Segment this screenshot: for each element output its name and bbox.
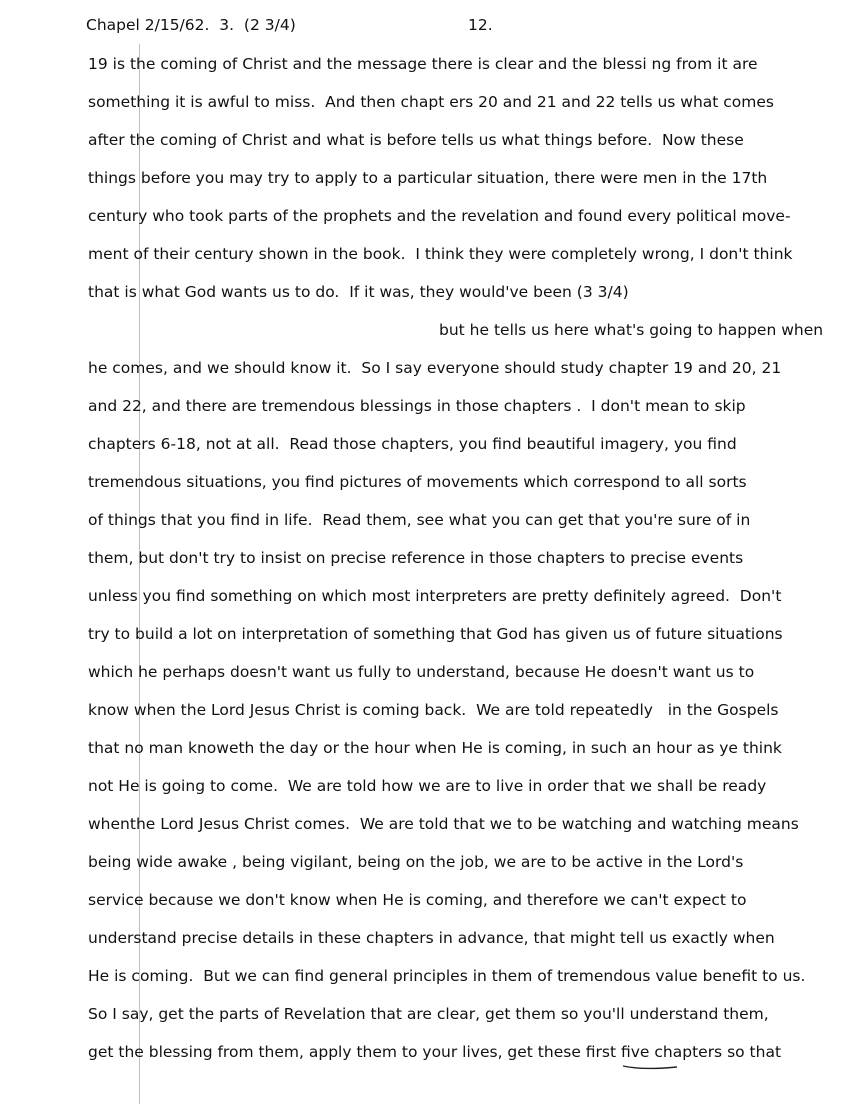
text-line: being wide awake , being vigilant, being on the job, we are to be active in the Lord's <box>88 853 744 871</box>
text-line: ment of their century shown in the book. I think they were completely wrong, I don't think <box>88 245 793 263</box>
text-line: things before you may try to apply to a particular situation, there were men in the 17th <box>88 169 768 187</box>
text-line: not He is going to come. We are told how we are to live in order that we shall be ready <box>88 777 767 795</box>
handwritten-underline <box>622 1064 678 1070</box>
text-line: tremendous situations, you find pictures of movements which correspond to all sorts <box>88 473 747 491</box>
header-reference: Chapel 2/15/62. 3. (2 3/4) <box>86 16 296 34</box>
text-line: which he perhaps doesn't want us fully to understand, because He doesn't want us to <box>88 663 755 681</box>
text-line: something it is awful to miss. And then chapt ers 20 and 21 and 22 tells us what comes <box>88 93 775 111</box>
transcript-body <box>88 52 848 1078</box>
text-line: know when the Lord Jesus Christ is coming back. We are told repeatedly in the Gospels <box>88 701 779 719</box>
text-line: 19 is the coming of Christ and the message there is clear and the blessi ng from it are <box>88 55 758 73</box>
text-line: try to build a lot on interpretation of something that God has given us of future situations <box>88 625 783 643</box>
text-line: whenthe Lord Jesus Christ comes. We are told that we to be watching and watching means <box>88 815 799 833</box>
indented-text-line: but he tells us here what's going to happen when <box>439 321 824 339</box>
text-line: unless you find something on which most interpreters are pretty definitely agreed. Don't <box>88 587 782 605</box>
text-line: he comes, and we should know it. So I say everyone should study chapter 19 and 20, 21 <box>88 359 782 377</box>
text-line: He is coming. But we can find general principles in them of tremendous value benefit to us. <box>88 967 806 985</box>
text-line: So I say, get the parts of Revelation that are clear, get them so you'll understand them, <box>88 1005 769 1023</box>
text-line: of things that you find in life. Read them, see what you can get that you're sure of in <box>88 511 751 529</box>
text-line: get the blessing from them, apply them to your lives, get these first five chapters so that <box>88 1043 782 1061</box>
page-number: 12. <box>468 16 493 34</box>
text-line: them, but don't try to insist on precise reference in those chapters to precise events <box>88 549 744 567</box>
text-line: understand precise details in these chapters in advance, that might tell us exactly when <box>88 929 775 947</box>
text-line: after the coming of Christ and what is before tells us what things before. Now these <box>88 131 744 149</box>
text-line: century who took parts of the prophets and the revelation and found every political move- <box>88 207 791 225</box>
page-header <box>86 14 826 36</box>
text-line: service because we don't know when He is coming, and therefore we can't expect to <box>88 891 747 909</box>
text-line: that no man knoweth the day or the hour when He is coming, in such an hour as ye think <box>88 739 782 757</box>
text-line: that is what God wants us to do. If it was, they would've been (3 3/4) <box>88 283 629 301</box>
text-line: and 22, and there are tremendous blessings in those chapters . I don't mean to skip <box>88 397 746 415</box>
text-line: chapters 6-18, not at all. Read those chapters, you find beautiful imagery, you find <box>88 435 737 453</box>
